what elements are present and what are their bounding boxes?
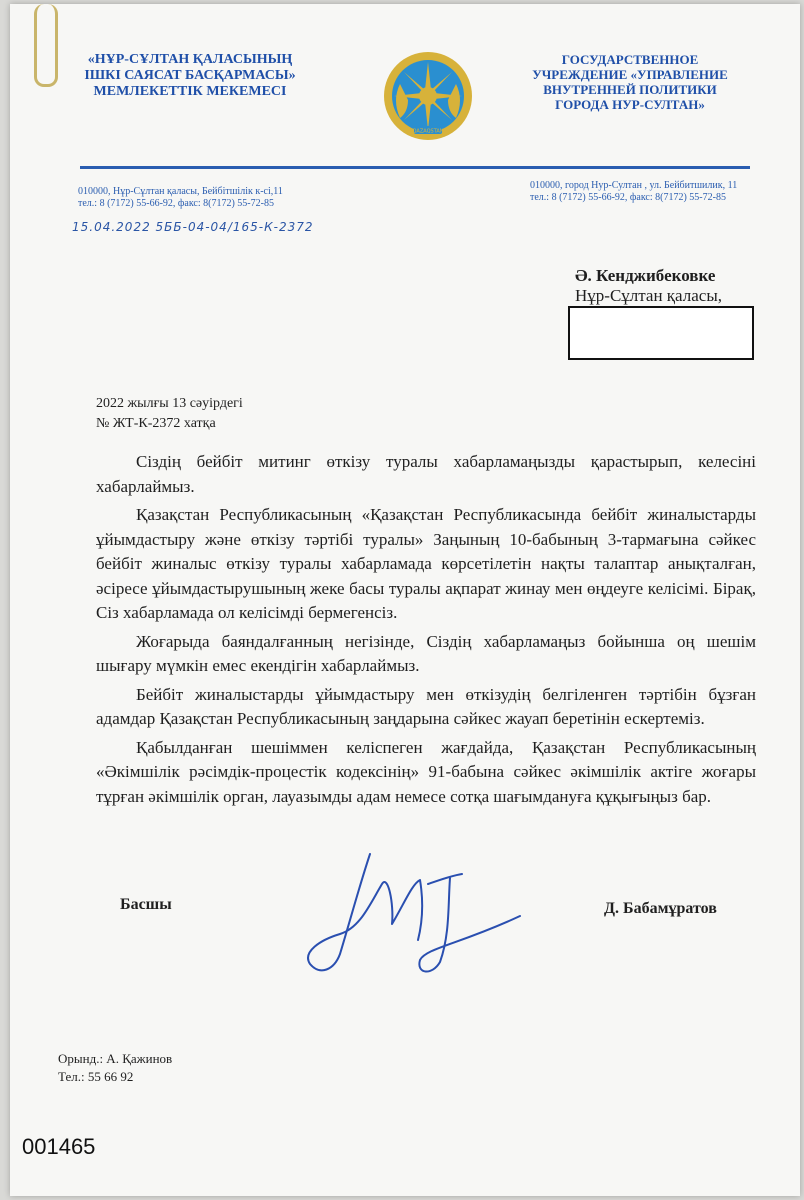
- state-emblem-icon: [378, 44, 478, 144]
- header-left-line-2: ІШКІ САЯСАТ БАСҚАРМАСЫ»: [84, 68, 296, 83]
- document-number: 001465: [22, 1134, 96, 1159]
- executor-phone: Тел.: 55 66 92: [58, 1069, 134, 1084]
- address-right-line-1: 010000, город Нур-Султан , ул. Бейбитшилик, 11: [530, 180, 738, 191]
- header-left-line-1: «НҰР-СҰЛТАН ҚАЛАСЫНЫҢ: [87, 52, 293, 67]
- recipient-city: Нұр-Сұлтан қаласы,: [575, 286, 722, 305]
- body-paragraph-4: Бейбіт жиналыстарды ұйымдастыру мен өткізудің белгіленген тәртібін бұзған адамдар Қазақстан Республикасының заңдарына сәйкес жауап беретінін ескертеміз.: [96, 684, 756, 728]
- body-paragraph-3: Жоғарыда баяндалғанның негізінде, Сіздің хабарламаңыз бойынша оң шешім шығару мүмкін емес екендігін хабарлаймыз.: [96, 631, 756, 675]
- address-right-line-2: тел.: 8 (7172) 55-66-92, факс: 8(7172) 55-72-85: [530, 192, 726, 203]
- reference-date: 2022 жылғы 13 сәуірдегі: [96, 396, 243, 411]
- address-kazakh: [78, 186, 338, 210]
- body-paragraph-1: Сіздің бейбіт митинг өткізу туралы хабарламаңызды қарастырып, келесіні хабарлаймыз.: [96, 452, 756, 496]
- letter-page: [10, 4, 800, 1196]
- recipient-block: [575, 266, 722, 306]
- address-russian: [530, 180, 760, 204]
- address-left-line-2: тел.: 8 (7172) 55-66-92, факс: 8(7172) 55-72-85: [78, 198, 274, 209]
- signatory-title: Басшы: [120, 896, 172, 913]
- header-divider: [80, 166, 750, 169]
- header-kazakh: [70, 52, 310, 100]
- body-paragraph-5: Қабылданған шешіммен келіспеген жағдайда, Қазақстан Республикасының «Әкімшілік рәсімдік-процестік кодексінің» 91-бабына сәйкес әкімшілік актіге жоғары тұрған әкімшілік орган, лауазымды адам немесе сотқа шағымдануға құқығыңыз бар.: [96, 737, 756, 806]
- signatory-name: Д. Бабамұратов: [604, 900, 717, 917]
- handwritten-registration-number: 15.04.2022 5ББ-04-04/165-К-2372: [72, 220, 314, 234]
- header-right-line-2: УЧРЕЖДЕНИЕ «УПРАВЛЕНИЕ: [532, 67, 728, 82]
- paper-clip: [34, 4, 58, 87]
- emblem-text: QAZAQSTAN: [412, 128, 444, 135]
- header-left-line-3: МЕМЛЕКЕТТІК МЕКЕМЕСІ: [93, 84, 287, 99]
- executor-name: Орынд.: А. Қажинов: [58, 1051, 173, 1066]
- address-left-line-1: 010000, Нұр-Сұлтан қаласы, Бейбітшілік к-сі,11: [78, 186, 283, 197]
- body-paragraph-2: Қазақстан Республикасының «Қазақстан Республикасында бейбіт жиналыстарды ұйымдастыру және өткізу тәртібі туралы» Заңының 10-бабының 3-тармағына сәйкес бейбіт жиналыс өткізу туралы хабарламада көрсетілетін нақты талаптар анықталған, әсіресе ұйымдастырушының жеке басы туралы ақпарат жинау мен өңдеуге келісімі. Бірақ, Сіз хабарламада ол келісімді бермегенсіз.: [96, 505, 756, 622]
- handwritten-signature: [300, 844, 530, 984]
- redaction-box: [568, 306, 754, 360]
- header-right-line-4: ГОРОДА НУР-СУЛТАН»: [555, 97, 705, 112]
- header-russian: [520, 52, 740, 112]
- header-right-line-1: ГОСУДАРСТВЕННОЕ: [561, 52, 699, 67]
- reference-number: № ЖТ-К-2372 хатқа: [96, 416, 216, 431]
- executor-block: [58, 1050, 172, 1086]
- header-right-line-3: ВНУТРЕННЕЙ ПОЛИТИКИ: [543, 82, 717, 97]
- reference-block: [96, 394, 243, 434]
- letter-body: [96, 450, 756, 813]
- recipient-name: Ә. Кенджибековке: [575, 266, 716, 285]
